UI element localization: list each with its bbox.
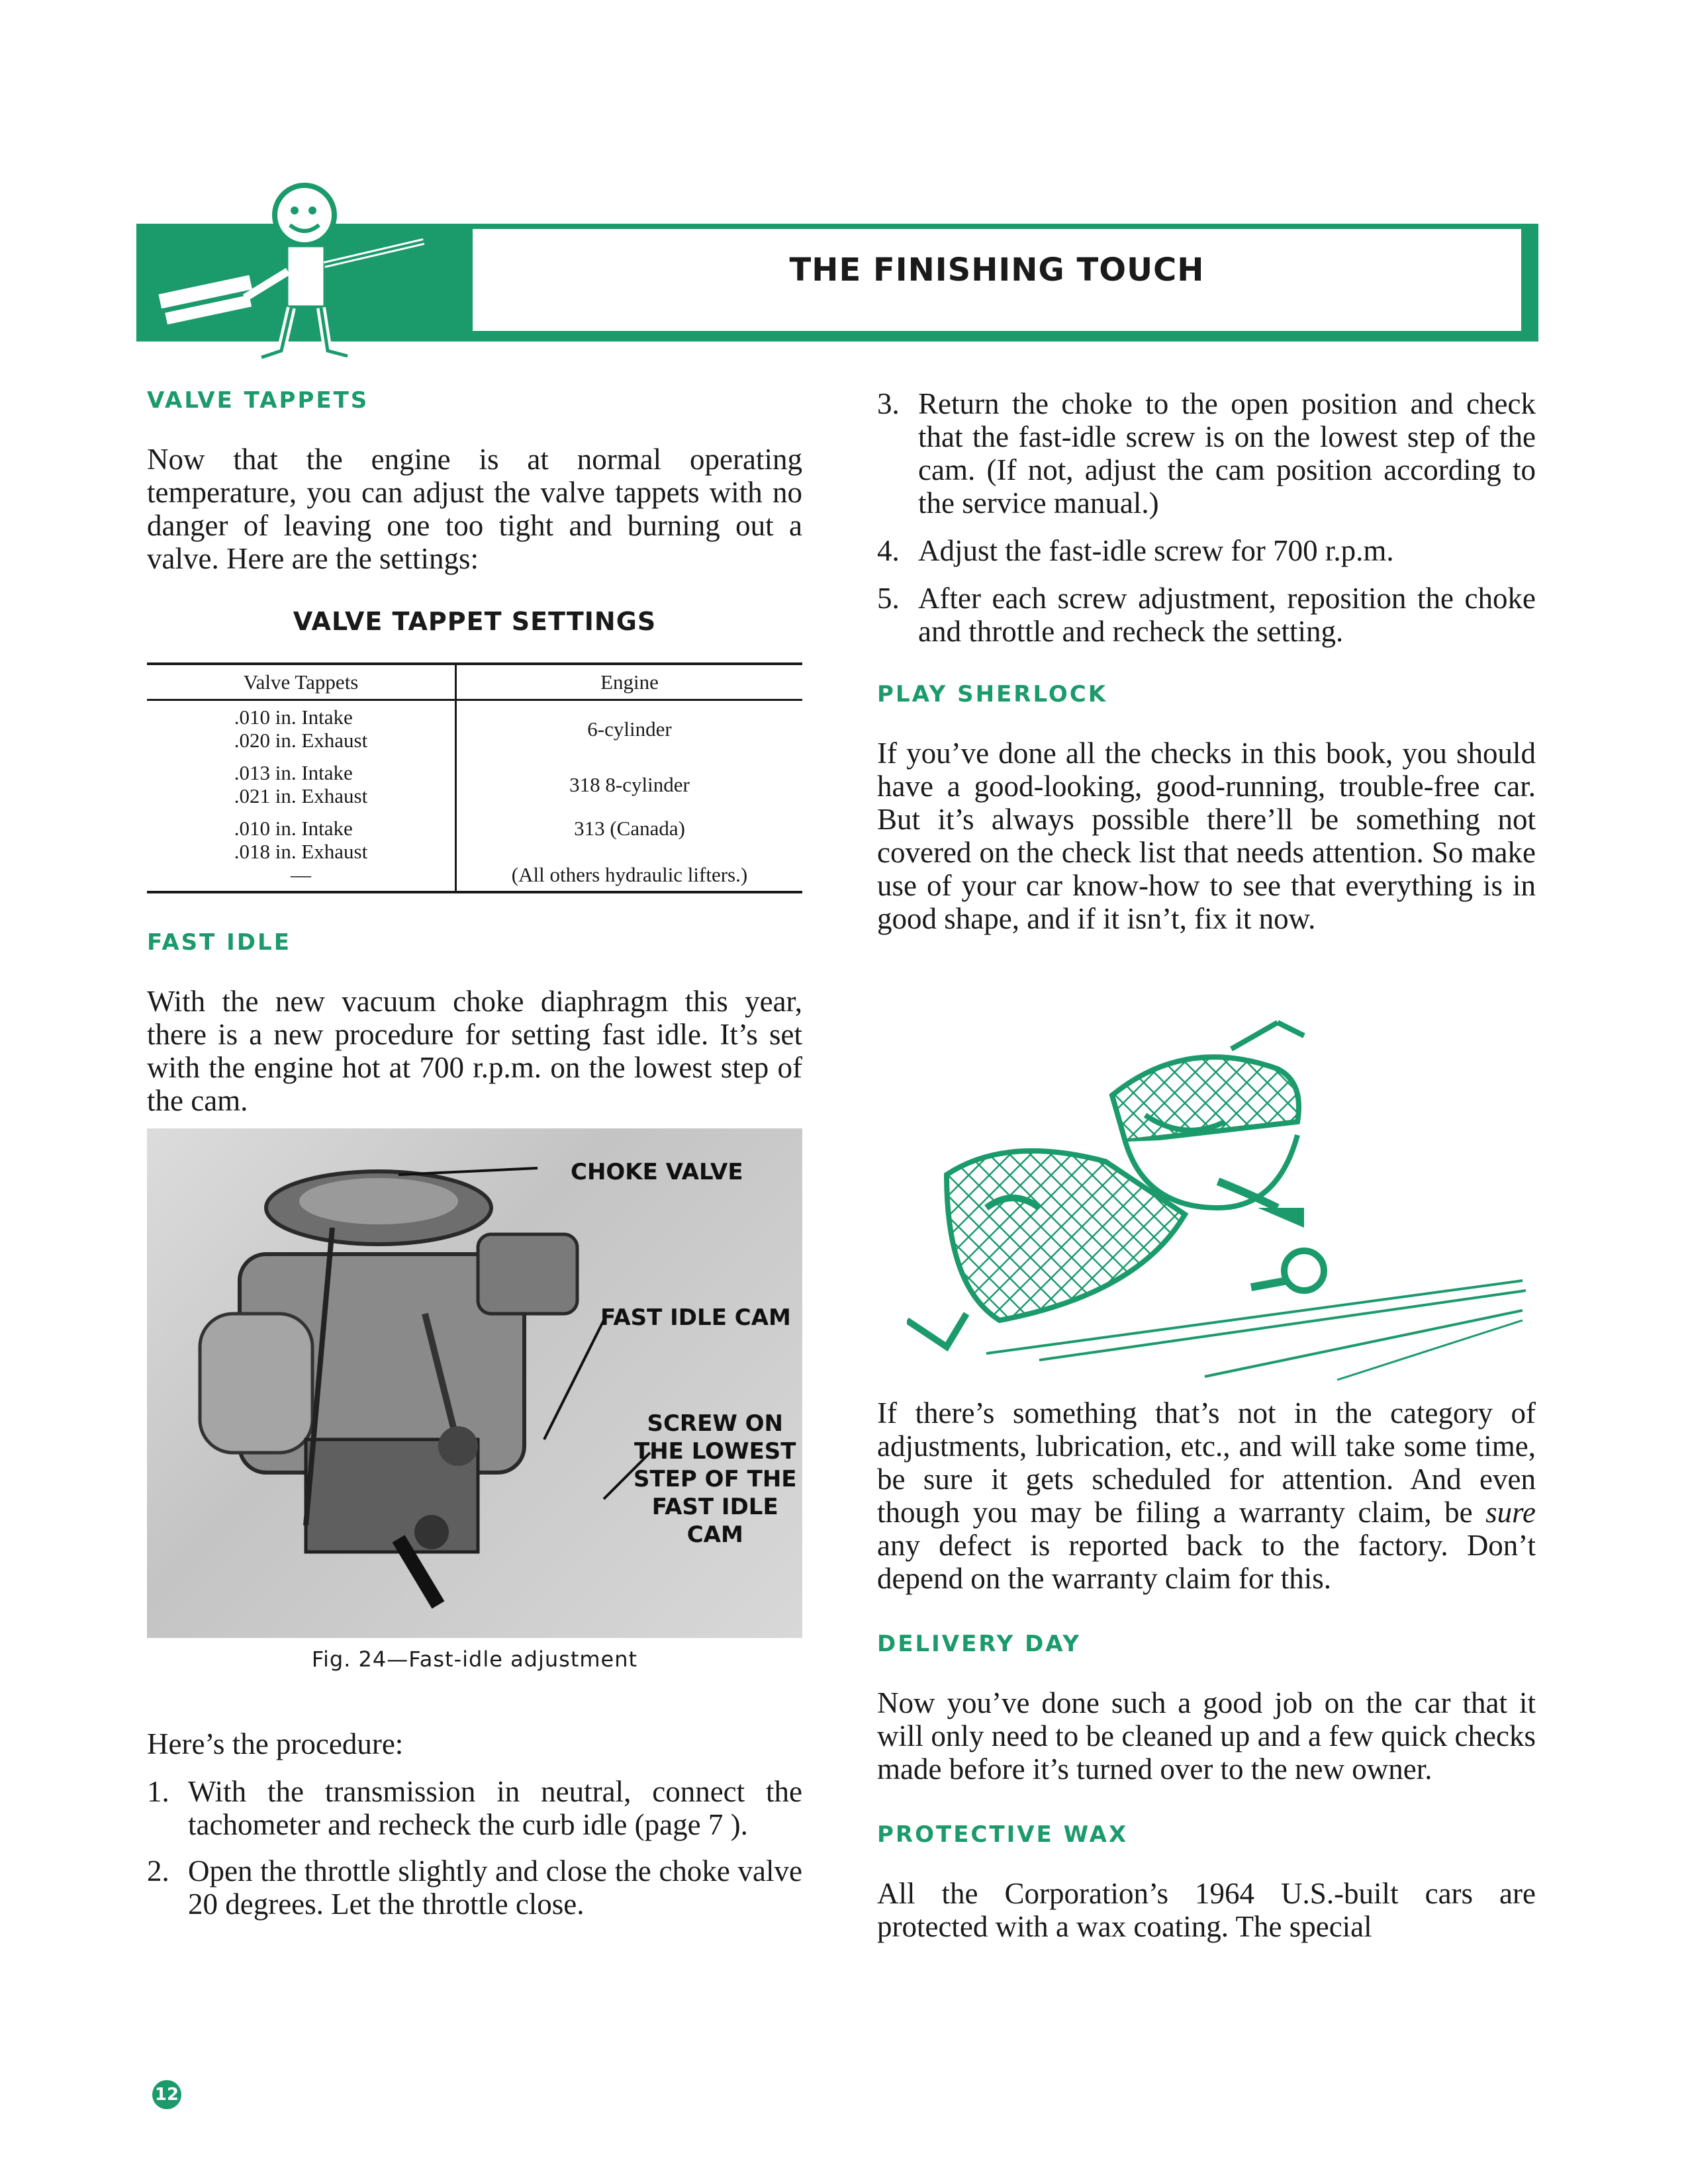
engine-value: 318 8-cylinder <box>569 772 690 796</box>
step-number: 5. <box>877 582 900 615</box>
list-item <box>147 1854 802 1921</box>
procedure-steps-continued <box>877 387 1536 648</box>
right-lower-section <box>877 1396 1536 1943</box>
protective-wax-text: All the Corporation’s 1964 U.S.-built cars are protected with a wax coating. The special <box>877 1877 1536 1943</box>
valve-tappets-heading: VALVE TAPPETS <box>147 387 369 414</box>
list-item <box>147 1775 802 1841</box>
callout-line: STEP OF THE <box>633 1466 797 1492</box>
list-item <box>877 387 1536 520</box>
procedure-section <box>147 1727 802 1921</box>
step-text: After each screw adjustment, reposition the choke and throttle and recheck the setting. <box>918 582 1536 648</box>
mechanic-mascot-icon <box>139 179 470 384</box>
page-number: 12 <box>152 2080 181 2109</box>
callout-line: SCREW ON <box>647 1410 784 1437</box>
step-number: 3. <box>877 387 900 420</box>
engine-note: (All others hydraulic lifters.) <box>511 863 748 886</box>
valve-tappets-text: Now that the engine is at normal operating temperature, you can adjust the valve tappets with no danger of leaving one too tight and burning out a valve. Here are the settings: <box>147 443 802 575</box>
figure-caption: Fig. 24—Fast-idle adjustment <box>311 1647 638 1672</box>
list-item <box>877 534 1536 567</box>
fast-idle-cam-callout: FAST IDLE CAM <box>600 1304 791 1331</box>
table-header-engine: Engine <box>456 664 803 700</box>
warranty-text-emphasis: sure <box>1485 1496 1536 1529</box>
tappet-value: — <box>291 863 311 886</box>
step-text: With the transmission in neutral, connect the tachometer and recheck the curb idle (page 7 ). <box>188 1775 802 1841</box>
detective-illustration-icon <box>907 1009 1536 1387</box>
procedure-steps <box>147 1775 802 1921</box>
callout-line: THE LOWEST <box>634 1438 796 1465</box>
callout-line: FAST IDLE <box>651 1494 778 1520</box>
warranty-text <box>877 1396 1536 1595</box>
choke-valve-callout: CHOKE VALVE <box>571 1159 743 1185</box>
play-sherlock-text: If you’ve done all the checks in this book, you should have a good-looking, good-running, trouble-free car. But it’s always possible there’ll be something not covered on the check list that needs attention. So make use of your car know-how to see that everything is in good shape, and if it isn’t, fix it now. <box>877 737 1536 935</box>
callout-line: CAM <box>686 1522 743 1548</box>
fast-idle-heading: FAST IDLE <box>147 929 291 956</box>
procedure-intro: Here’s the procedure: <box>147 1727 404 1760</box>
step-number: 4. <box>877 534 900 567</box>
table-row <box>147 812 802 892</box>
tappet-value: .018 in. Exhaust <box>234 840 368 863</box>
warranty-text-part: If there’s something that’s not in the category of adjustments, lubrication, etc., and will take some time, be sure it gets scheduled for attention. And even though you may be filing a warranty claim, be <box>877 1396 1536 1529</box>
warranty-text-part: any defect is reported back to the factory. Don’t depend on the warranty claim for this. <box>877 1529 1536 1595</box>
fast-idle-text: With the new vacuum choke diaphragm this year, there is a new procedure for setting fast idle. It’s set with the engine hot at 700 r.p.m. on the lowest step of the cam. <box>147 985 802 1117</box>
step-number: 1. <box>147 1775 169 1808</box>
step-number: 2. <box>147 1854 169 1888</box>
carburetor-illustration <box>147 1128 802 1638</box>
tappet-value: .010 in. Intake <box>234 705 353 729</box>
tappet-value: .010 in. Intake <box>234 817 353 840</box>
left-column <box>147 387 802 1117</box>
table-header-tappets: Valve Tappets <box>147 664 456 700</box>
tappet-value: .013 in. Intake <box>234 761 353 784</box>
step-text: Open the throttle slightly and close the choke valve 20 degrees. Let the throttle close. <box>188 1854 802 1921</box>
engine-value: 313 (Canada) <box>574 817 685 840</box>
carburetor-photo <box>147 1128 802 1638</box>
page-title: THE FINISHING TOUCH <box>789 251 1205 289</box>
engine-value: 6-cylinder <box>587 717 672 741</box>
list-item <box>877 582 1536 648</box>
delivery-day-text: Now you’ve done such a good job on the car that it will only need to be cleaned up and a few quick checks made before it’s turned over to the new owner. <box>877 1686 1536 1786</box>
tappet-value: .020 in. Exhaust <box>234 729 368 752</box>
right-column <box>877 387 1536 935</box>
play-sherlock-heading: PLAY SHERLOCK <box>877 681 1108 707</box>
table-title: VALVE TAPPET SETTINGS <box>293 607 657 636</box>
protective-wax-heading: PROTECTIVE WAX <box>877 1821 1129 1848</box>
valve-tappet-settings-table <box>147 662 802 893</box>
delivery-day-heading: DELIVERY DAY <box>877 1631 1081 1657</box>
step-text: Adjust the fast-idle screw for 700 r.p.m. <box>918 534 1394 567</box>
table-row <box>147 700 802 757</box>
screw-callout <box>633 1410 797 1549</box>
tappet-value: .021 in. Exhaust <box>234 784 368 807</box>
step-text: Return the choke to the open position and check that the fast-idle screw is on the lowest step of the cam. (If not, adjust the cam position according to the service manual.) <box>918 387 1536 520</box>
table-row <box>147 756 802 812</box>
